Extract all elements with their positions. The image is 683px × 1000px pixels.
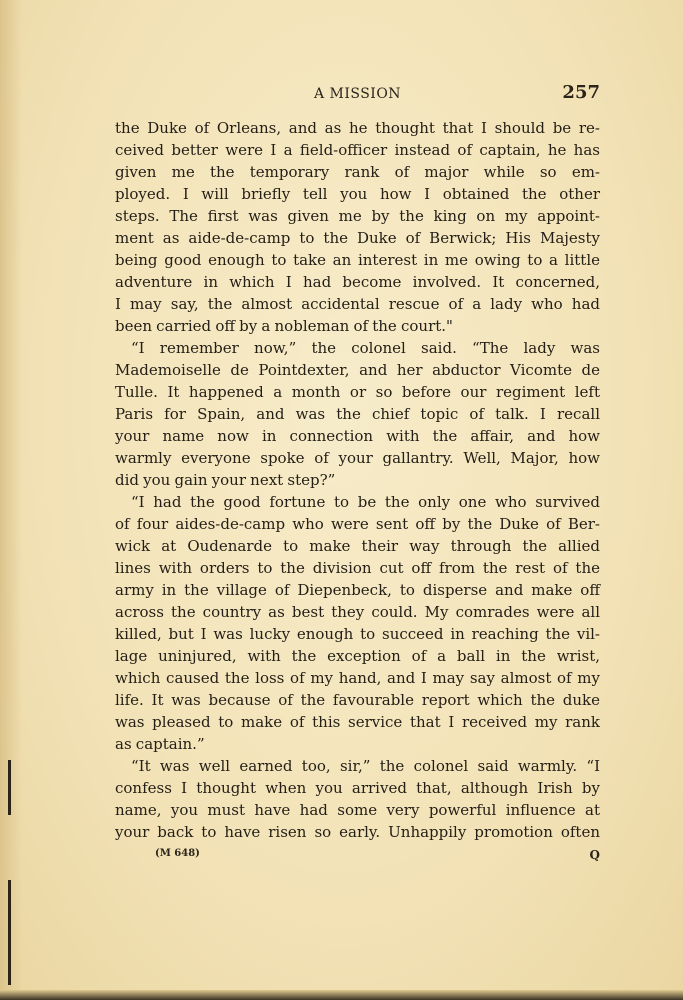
text-line: ceived better were I a field-officer instead of captain, he has <box>115 141 600 159</box>
chapter-title: A MISSION <box>313 86 402 102</box>
text-line: was pleased to make of this service that I received my rank <box>115 713 600 731</box>
text-line: I may say, the almost accidental rescue of a lady who had <box>115 295 600 313</box>
body-text <box>115 117 600 843</box>
text-line: Mademoiselle de Pointdexter, and her abductor Vicomte de <box>115 361 600 379</box>
text-line: given me the temporary rank of major while so em- <box>115 163 600 181</box>
text-line: of four aides-de-camp who were sent off by the Duke of Ber- <box>115 515 600 533</box>
text-line: your name now in connection with the affair, and how <box>115 427 600 445</box>
text-line: did you gain your next step?” <box>115 471 336 489</box>
text-line: “It was well earned too, sir,” the colonel said warmly. “I <box>131 757 600 775</box>
text-line: life. It was because of the favourable report which the duke <box>115 691 600 709</box>
page-number: 257 <box>562 82 600 103</box>
text-line: “I remember now,” the colonel said. “The lady was <box>131 339 600 357</box>
text-line: Paris for Spain, and was the chief topic of talk. I recall <box>115 405 600 423</box>
text-line: across the country as best they could. My comrades were all <box>115 603 600 621</box>
binding-edge-mark <box>8 880 11 985</box>
text-line: as captain.” <box>115 735 205 753</box>
text-line: being good enough to take an interest in me owing to a little <box>115 251 600 269</box>
text-line: “I had the good fortune to be the only one who survived <box>131 493 600 511</box>
text-line: which caused the loss of my hand, and I may say almost of my <box>115 669 600 687</box>
text-line: your back to have risen so early. Unhappily promotion often <box>115 823 600 841</box>
text-line: lines with orders to the division cut off from the rest of the <box>115 559 600 577</box>
text-line: name, you must have had some very powerful influence at <box>115 801 600 819</box>
text-line: killed, but I was lucky enough to succeed in reaching the vil- <box>115 625 600 643</box>
text-line: confess I thought when you arrived that, although Irish by <box>115 779 600 797</box>
text-line: been carried off by a nobleman of the court." <box>115 317 453 335</box>
binding-edge-mark <box>8 760 11 815</box>
running-head <box>115 82 600 106</box>
gutter-shadow <box>0 0 22 1000</box>
page-footer <box>115 848 600 866</box>
text-line: ment as aide-de-camp to the Duke of Berwick; His Majesty <box>115 229 600 247</box>
text-line: army in the village of Diepenbeck, to disperse and make off <box>115 581 600 599</box>
signature-mark: (M 648) <box>155 848 200 859</box>
text-line: lage uninjured, with the exception of a ball in the wrist, <box>115 647 600 665</box>
text-line: adventure in which I had become involved. It concerned, <box>115 273 600 291</box>
text-line: the Duke of Orleans, and as he thought that I should be re- <box>115 119 600 137</box>
text-line: warmly everyone spoke of your gallantry. Well, Major, how <box>115 449 600 467</box>
text-line: steps. The first was given me by the king on my appoint- <box>115 207 600 225</box>
page-bottom-edge <box>0 990 683 1000</box>
text-line: wick at Oudenarde to make their way through the allied <box>115 537 600 555</box>
sheet-mark: Q <box>589 848 600 862</box>
text-line: ployed. I will briefly tell you how I obtained the other <box>115 185 600 203</box>
text-line: Tulle. It happened a month or so before our regiment left <box>115 383 600 401</box>
